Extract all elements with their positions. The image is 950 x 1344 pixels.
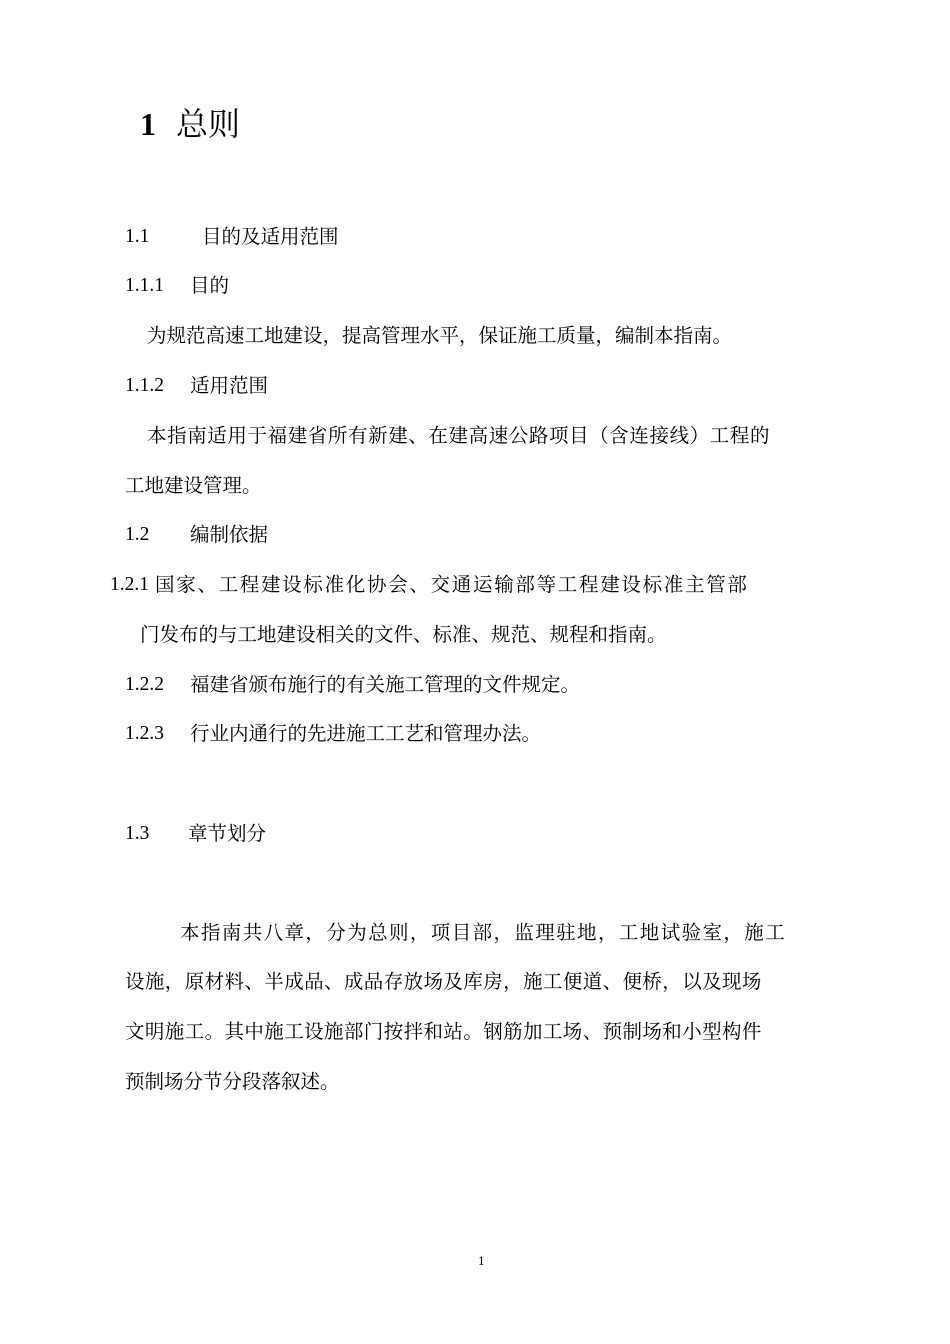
chapters-paragraph-line-3: 文明施工。其中施工设施部门按拌和站。钢筋加工场、预制场和小型构件 <box>125 1020 762 1043</box>
section-1-1-1-title: 目的 <box>190 274 230 297</box>
section-1-2-number: 1.2 <box>125 524 150 545</box>
section-1-2-3-text: 行业内通行的先进施工工艺和管理办法。 <box>190 722 542 745</box>
page-number: 1 <box>478 1253 485 1268</box>
section-1-2-title: 编制依据 <box>190 523 269 546</box>
chapter-number: 1 <box>140 106 156 142</box>
section-1-2-3-number: 1.2.3 <box>125 723 164 744</box>
scope-paragraph-line-2: 工地建设管理。 <box>125 474 262 497</box>
section-1-1-2-number: 1.1.2 <box>125 375 164 396</box>
chapters-paragraph-line-4: 预制场分节分段落叙述。 <box>125 1070 340 1093</box>
section-1-3-number: 1.3 <box>125 823 150 844</box>
section-1-1-2-title: 适用范围 <box>190 374 269 397</box>
scope-paragraph-line-1: 本指南适用于福建省所有新建、在建高速公路项目（含连接线）工程的 <box>147 424 771 447</box>
section-1-2-1-line-1: 国家、工程建设标准化协会、交通运输部等工程建设标准主管部 <box>155 573 749 596</box>
section-1-1-number: 1.1 <box>125 226 150 247</box>
section-1-2-1-number: 1.2.1 <box>110 574 149 595</box>
section-1-1-1-number: 1.1.1 <box>125 275 164 296</box>
section-1-3-title: 章节划分 <box>188 822 267 845</box>
chapter-title: 总则 <box>176 105 241 143</box>
section-1-2-1-line-2: 门发布的与工地建设相关的文件、标准、规范、规程和指南。 <box>140 623 667 646</box>
chapters-paragraph-line-2: 设施，原材料、半成品、成品存放场及库房，施工便道、便桥，以及现场 <box>125 970 762 993</box>
section-1-1-title: 目的及适用范围 <box>202 225 339 248</box>
chapter-heading <box>140 104 240 144</box>
section-1-2-2-text: 福建省颁布施行的有关施工管理的文件规定。 <box>190 673 581 696</box>
chapters-paragraph-line-1: 本指南共八章，分为总则，项目部，监理驻地，工地试验室，施工 <box>180 921 787 944</box>
purpose-paragraph: 为规范高速工地建设，提高管理水平，保证施工质量，编制本指南。 <box>147 324 733 347</box>
section-1-2-2-number: 1.2.2 <box>125 674 164 695</box>
